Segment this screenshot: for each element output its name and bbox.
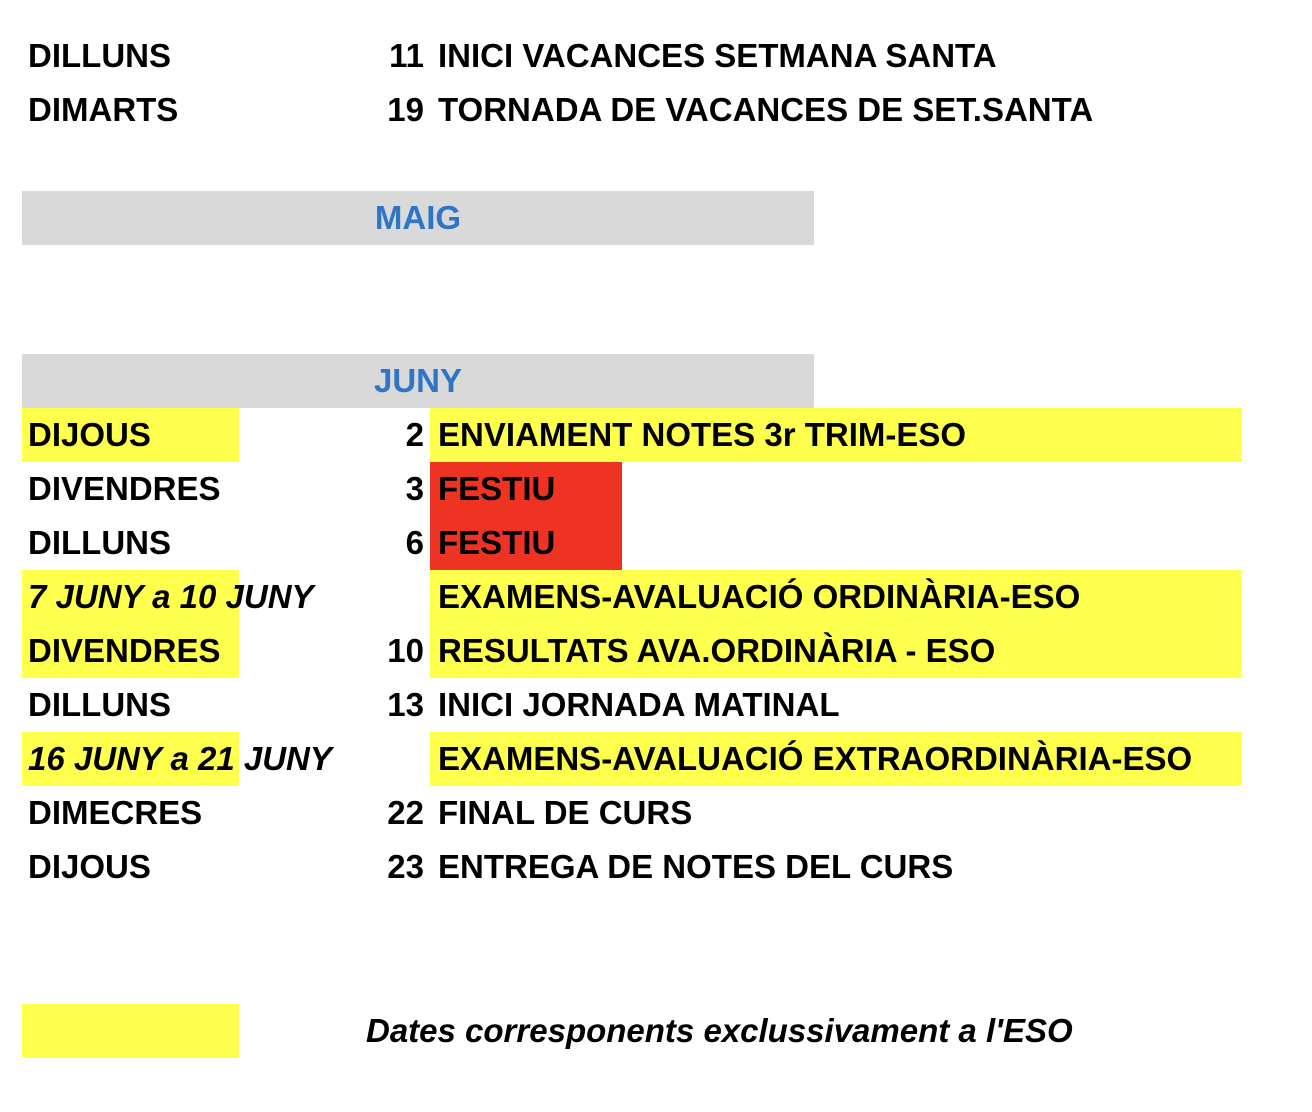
day-label: DIMECRES [28, 794, 203, 831]
event-label: EXAMENS-AVALUACIÓ EXTRAORDINÀRIA-ESO [438, 740, 1193, 777]
day-label: DILLUNS [28, 37, 171, 74]
event-label: FINAL DE CURS [438, 794, 693, 831]
calendar-row [0, 408, 1312, 462]
calendar-row [0, 516, 1312, 570]
calendar-row [0, 732, 1312, 786]
day-number: 11 [389, 37, 424, 74]
calendar-row [0, 624, 1312, 678]
legend-text: Dates corresponents exclussivament a l'ESO [366, 1012, 1073, 1049]
legend-swatch [22, 1004, 239, 1058]
calendar-row [0, 840, 1312, 894]
day-number: 19 [387, 91, 424, 128]
day-number: 3 [405, 470, 424, 507]
day-label: DILLUNS [28, 524, 171, 561]
calendar-row [0, 29, 1312, 83]
day-number: 13 [387, 686, 424, 723]
event-label: INICI VACANCES SETMANA SANTA [438, 37, 997, 74]
event-label: FESTIU [438, 524, 556, 561]
month-header-may [22, 191, 814, 245]
calendar-row [0, 83, 1312, 137]
day-number: 6 [405, 524, 424, 561]
date-range-label: 16 JUNY a 21 JUNY [28, 740, 332, 777]
day-label: DIJOUS [28, 848, 151, 885]
calendar-row [0, 678, 1312, 732]
month-title: MAIG [374, 199, 462, 236]
event-label: ENVIAMENT NOTES 3r TRIM-ESO [438, 416, 967, 453]
calendar-row [0, 786, 1312, 840]
event-label: FESTIU [438, 470, 556, 507]
event-label: TORNADA DE VACANCES DE SET.SANTA [438, 91, 1094, 128]
month-header-june [22, 354, 814, 408]
calendar-row [0, 462, 1312, 516]
month-title: JUNY [373, 362, 463, 399]
date-range-label: 7 JUNY a 10 JUNY [28, 578, 314, 615]
day-number: 2 [405, 416, 424, 453]
day-label: DILLUNS [28, 686, 171, 723]
day-number: 10 [387, 632, 424, 669]
day-label: DIVENDRES [28, 470, 221, 507]
day-number: 23 [387, 848, 424, 885]
event-label: ENTREGA DE NOTES DEL CURS [438, 848, 954, 885]
event-label: EXAMENS-AVALUACIÓ ORDINÀRIA-ESO [438, 578, 1081, 615]
day-label: DIMARTS [28, 91, 179, 128]
day-label: DIJOUS [28, 416, 151, 453]
event-label: INICI JORNADA MATINAL [438, 686, 840, 723]
event-label: RESULTATS AVA.ORDINÀRIA - ESO [438, 632, 996, 669]
calendar-row [0, 570, 1312, 624]
day-number: 22 [387, 794, 424, 831]
day-label: DIVENDRES [28, 632, 221, 669]
